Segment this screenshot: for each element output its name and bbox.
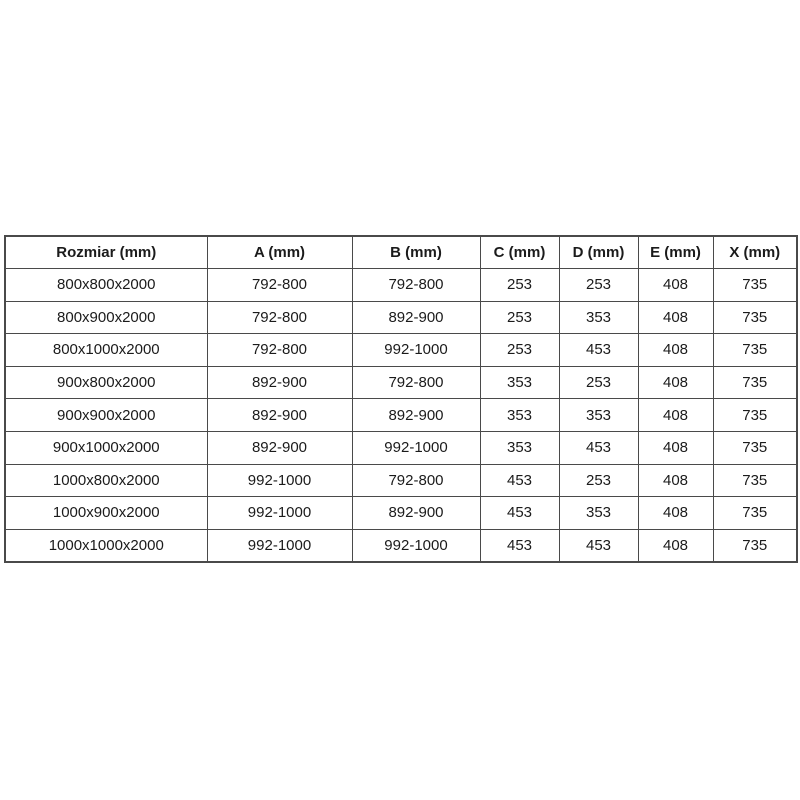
table-cell: 735 xyxy=(713,366,797,399)
table-row xyxy=(5,464,797,497)
table-row xyxy=(5,301,797,334)
table-cell: 992-1000 xyxy=(352,334,480,367)
column-header-a: A (mm) xyxy=(207,236,352,269)
table-row xyxy=(5,334,797,367)
table-cell: 253 xyxy=(480,269,559,302)
table-cell: 408 xyxy=(638,301,713,334)
table-cell: 900x900x2000 xyxy=(5,399,207,432)
table-cell: 408 xyxy=(638,529,713,562)
column-header-rozmiar: Rozmiar (mm) xyxy=(5,236,207,269)
table-cell: 453 xyxy=(480,497,559,530)
table-row xyxy=(5,399,797,432)
table-cell: 253 xyxy=(559,269,638,302)
table-cell: 408 xyxy=(638,366,713,399)
table-cell: 792-800 xyxy=(352,464,480,497)
table-cell: 453 xyxy=(480,529,559,562)
table-cell: 892-900 xyxy=(352,301,480,334)
table-cell: 892-900 xyxy=(207,399,352,432)
table-cell: 408 xyxy=(638,464,713,497)
table-cell: 1000x900x2000 xyxy=(5,497,207,530)
table-cell: 735 xyxy=(713,529,797,562)
table-cell: 408 xyxy=(638,334,713,367)
table-cell: 992-1000 xyxy=(352,431,480,464)
table-cell: 992-1000 xyxy=(207,529,352,562)
table-cell: 253 xyxy=(480,334,559,367)
table-cell: 408 xyxy=(638,431,713,464)
table-cell: 900x800x2000 xyxy=(5,366,207,399)
table-cell: 453 xyxy=(480,464,559,497)
table-cell: 800x1000x2000 xyxy=(5,334,207,367)
table-cell: 408 xyxy=(638,269,713,302)
table-cell: 253 xyxy=(559,464,638,497)
table-cell: 353 xyxy=(559,301,638,334)
table-cell: 353 xyxy=(480,431,559,464)
table-cell: 1000x800x2000 xyxy=(5,464,207,497)
table-body xyxy=(5,269,797,563)
table-cell: 792-800 xyxy=(207,334,352,367)
table-cell: 735 xyxy=(713,301,797,334)
column-header-c: C (mm) xyxy=(480,236,559,269)
table-row xyxy=(5,529,797,562)
table-cell: 735 xyxy=(713,464,797,497)
table-cell: 1000x1000x2000 xyxy=(5,529,207,562)
table-row xyxy=(5,366,797,399)
table-cell: 735 xyxy=(713,497,797,530)
table-cell: 792-800 xyxy=(207,269,352,302)
table-cell: 735 xyxy=(713,399,797,432)
table-row xyxy=(5,497,797,530)
table-cell: 792-800 xyxy=(352,366,480,399)
table-cell: 892-900 xyxy=(352,497,480,530)
column-header-x: X (mm) xyxy=(713,236,797,269)
table-cell: 408 xyxy=(638,399,713,432)
table-cell: 792-800 xyxy=(352,269,480,302)
table-cell: 792-800 xyxy=(207,301,352,334)
table-cell: 353 xyxy=(559,399,638,432)
table-cell: 735 xyxy=(713,334,797,367)
table-cell: 453 xyxy=(559,529,638,562)
table-cell: 408 xyxy=(638,497,713,530)
table-cell: 453 xyxy=(559,334,638,367)
table-cell: 353 xyxy=(480,399,559,432)
table-cell: 353 xyxy=(559,497,638,530)
table-row xyxy=(5,431,797,464)
table-cell: 900x1000x2000 xyxy=(5,431,207,464)
table-header-row xyxy=(5,236,797,269)
table-cell: 735 xyxy=(713,431,797,464)
table-row xyxy=(5,269,797,302)
table-cell: 992-1000 xyxy=(207,464,352,497)
table-cell: 892-900 xyxy=(352,399,480,432)
table-cell: 253 xyxy=(480,301,559,334)
dimensions-spec-table xyxy=(4,235,798,563)
table-cell: 892-900 xyxy=(207,431,352,464)
column-header-d: D (mm) xyxy=(559,236,638,269)
table-cell: 800x800x2000 xyxy=(5,269,207,302)
table-cell: 892-900 xyxy=(207,366,352,399)
table-cell: 735 xyxy=(713,269,797,302)
column-header-b: B (mm) xyxy=(352,236,480,269)
table-cell: 353 xyxy=(480,366,559,399)
column-header-e: E (mm) xyxy=(638,236,713,269)
table-cell: 253 xyxy=(559,366,638,399)
table-cell: 800x900x2000 xyxy=(5,301,207,334)
table-cell: 992-1000 xyxy=(352,529,480,562)
table-cell: 453 xyxy=(559,431,638,464)
table-cell: 992-1000 xyxy=(207,497,352,530)
